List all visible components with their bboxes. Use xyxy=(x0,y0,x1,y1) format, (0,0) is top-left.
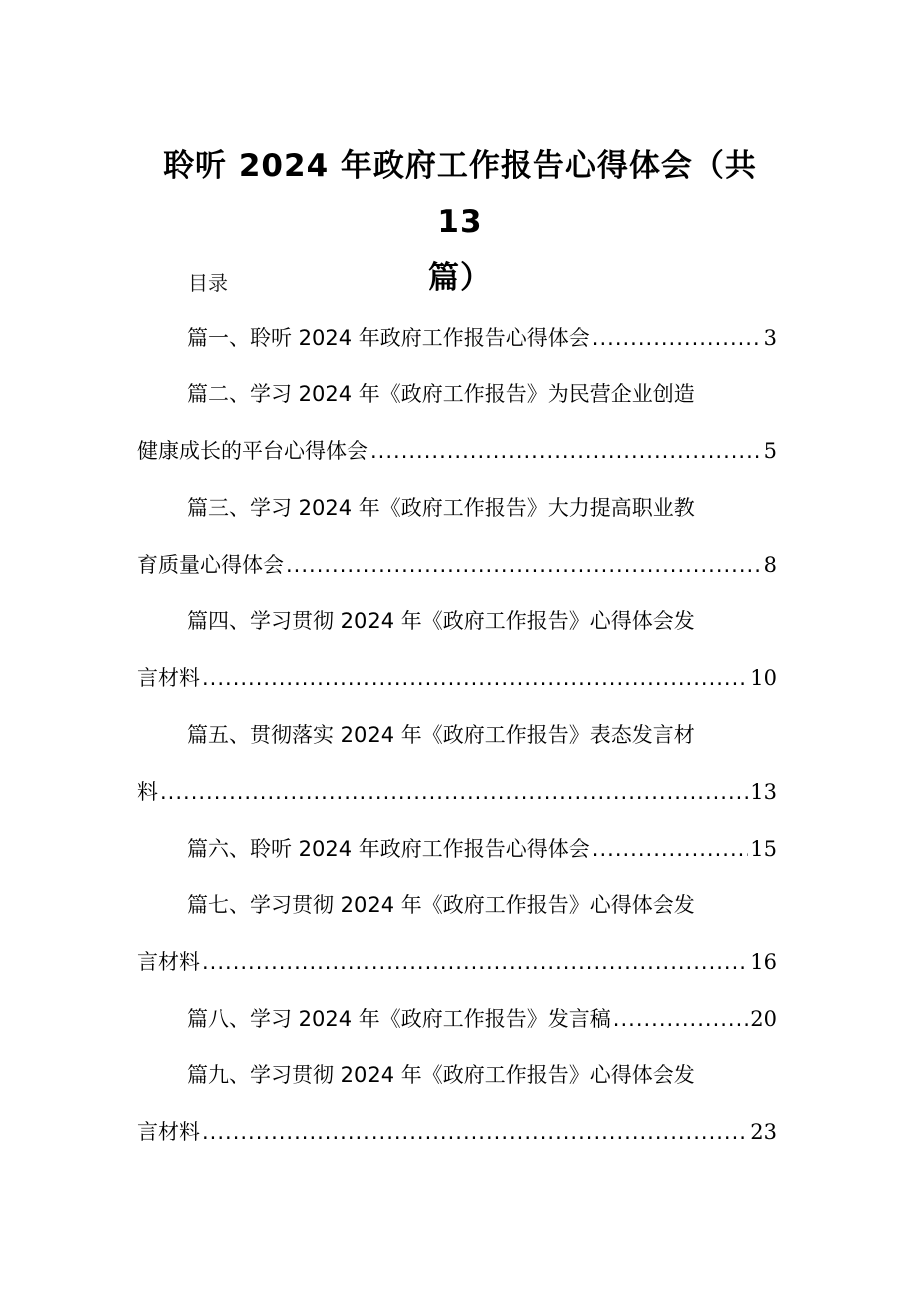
toc-entry-2-line1[interactable]: 篇二、学习 2024 年《政府工作报告》为民营企业创造 xyxy=(187,382,695,406)
toc-entry-9[interactable] xyxy=(137,1115,777,1149)
toc-entry-2[interactable] xyxy=(137,434,777,468)
toc-entry-4-line2: 言材料 xyxy=(137,666,200,690)
toc-entry-3[interactable] xyxy=(137,548,777,582)
toc-dot-leader xyxy=(370,434,762,468)
document-title xyxy=(140,138,780,306)
toc-dot-leader xyxy=(613,1002,748,1036)
document-title-line2: 篇） xyxy=(428,260,492,296)
toc-entry-5-line1[interactable]: 篇五、贯彻落实 2024 年《政府工作报告》表态发言材 xyxy=(187,723,695,747)
toc-entry-3-line2: 育质量心得体会 xyxy=(137,553,284,577)
toc-entry-5[interactable] xyxy=(137,775,777,809)
toc-entry-4-page: 10 xyxy=(750,666,777,690)
toc-entry-8[interactable] xyxy=(137,1002,777,1036)
toc-entry-9-page: 23 xyxy=(750,1120,777,1144)
toc-entry-3-line1[interactable]: 篇三、学习 2024 年《政府工作报告》大力提高职业教 xyxy=(187,496,695,520)
toc-entry-7-page: 16 xyxy=(750,950,777,974)
toc-heading: 目录 xyxy=(188,271,228,295)
toc-entry-3-page: 8 xyxy=(763,553,777,577)
toc-dot-leader xyxy=(202,1115,748,1149)
toc-dot-leader xyxy=(592,321,762,355)
toc-entry-7-line1[interactable]: 篇七、学习贯彻 2024 年《政府工作报告》心得体会发 xyxy=(187,893,695,917)
toc-entry-7[interactable] xyxy=(137,945,777,979)
toc-entry-4[interactable] xyxy=(137,661,777,695)
toc-entry-9-line1[interactable]: 篇九、学习贯彻 2024 年《政府工作报告》心得体会发 xyxy=(187,1063,695,1087)
toc-entry-8-title: 篇八、学习 2024 年《政府工作报告》发言稿 xyxy=(187,1007,611,1031)
toc-entry-1[interactable] xyxy=(137,321,777,355)
toc-entry-1-page: 3 xyxy=(763,326,777,350)
toc-dot-leader xyxy=(160,775,748,809)
toc-dot-leader xyxy=(592,832,748,866)
toc-entry-4-line1[interactable]: 篇四、学习贯彻 2024 年《政府工作报告》心得体会发 xyxy=(187,609,695,633)
toc-entry-7-line2: 言材料 xyxy=(137,950,200,974)
toc-entry-6[interactable] xyxy=(137,832,777,866)
toc-entry-2-line2: 健康成长的平台心得体会 xyxy=(137,439,368,463)
toc-dot-leader xyxy=(286,548,762,582)
toc-entry-6-page: 15 xyxy=(750,837,777,861)
toc-entry-2-page: 5 xyxy=(763,439,777,463)
toc-entry-5-page: 13 xyxy=(750,780,777,804)
toc-dot-leader xyxy=(202,945,748,979)
toc-entry-9-line2: 言材料 xyxy=(137,1120,200,1144)
toc-entry-6-title: 篇六、聆听 2024 年政府工作报告心得体会 xyxy=(187,837,590,861)
toc-entry-8-page: 20 xyxy=(750,1007,777,1031)
toc-entry-5-line2: 料 xyxy=(137,780,158,804)
toc-entry-1-title: 篇一、聆听 2024 年政府工作报告心得体会 xyxy=(187,326,590,350)
document-title-line1: 聆听 2024 年政府工作报告心得体会（共 13 xyxy=(163,148,757,240)
toc-dot-leader xyxy=(202,661,748,695)
